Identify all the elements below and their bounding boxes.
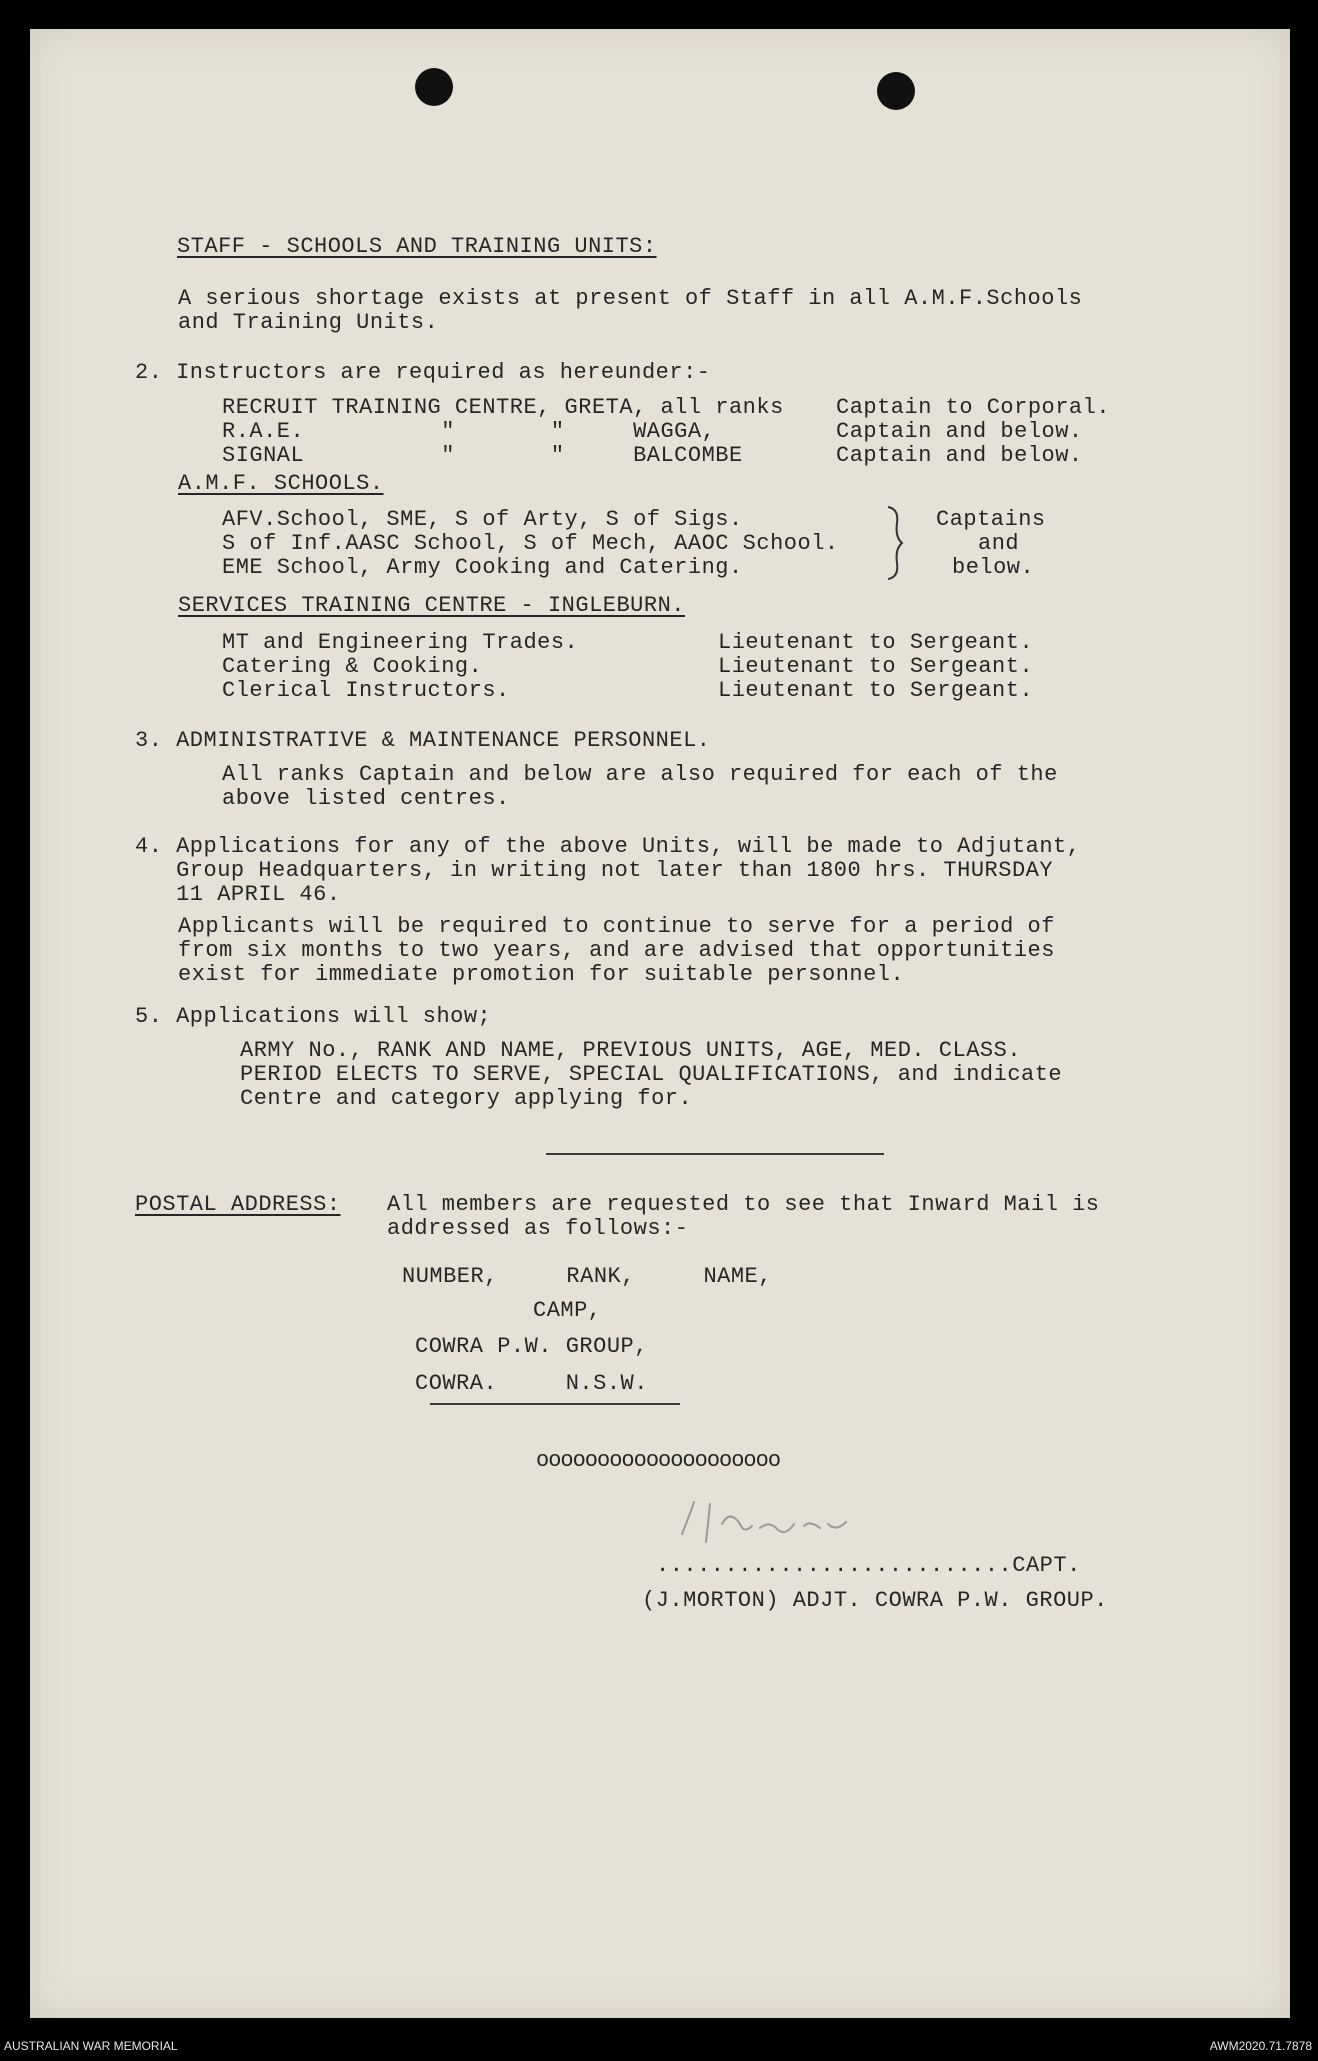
item4-line-2: Group Headquarters, in writing not later than 1800 hrs. THURSDAY [135, 858, 1054, 883]
signature-line: ..........................CAPT. [656, 1553, 1081, 1578]
rtc-row-1-rank: Captain to Corporal. [836, 395, 1111, 420]
rtc-row-3-rank: Captain and below. [836, 443, 1083, 468]
rtc-row-2-name: R.A.E. " " WAGGA, [222, 419, 716, 444]
address-line-4: COWRA. N.S.W. [415, 1371, 648, 1396]
punch-hole-right [877, 72, 915, 110]
stc-row-1-rank: Lieutenant to Sergeant. [718, 630, 1034, 655]
item5-line-3: Centre and category applying for. [240, 1086, 693, 1111]
item5-label: 5. Applications will show; [135, 1004, 492, 1029]
staff-heading: STAFF - SCHOOLS AND TRAINING UNITS: [177, 234, 657, 259]
rtc-row-2-rank: Captain and below. [836, 419, 1083, 444]
footer-source: AUSTRALIAN WAR MEMORIAL [4, 2039, 178, 2053]
item2-label: 2. Instructors are required as hereunder:- [135, 360, 711, 385]
amf-schools-rank-3: below. [952, 555, 1035, 580]
postal-line-2: addressed as follows:- [387, 1216, 689, 1241]
section-divider-rule [546, 1153, 884, 1155]
rtc-row-3-name: SIGNAL " " BALCOMBE [222, 443, 743, 468]
stc-row-3-rank: Lieutenant to Sergeant. [718, 678, 1034, 703]
rtc-row-1-name: RECRUIT TRAINING CENTRE, GRETA, all ranks [222, 395, 784, 420]
amf-schools-row-2: S of Inf.AASC School, S of Mech, AAOC School. [222, 531, 839, 556]
punch-hole-left [415, 68, 453, 106]
item3-line-1: All ranks Captain and below are also required for each of the [222, 762, 1058, 787]
postal-label: POSTAL ADDRESS: [135, 1192, 341, 1217]
amf-schools-rank-2: and [978, 531, 1020, 556]
item5-line-1: ARMY No., RANK AND NAME, PREVIOUS UNITS, AGE, MED. CLASS. [240, 1038, 1022, 1063]
stc-row-3-name: Clerical Instructors. [222, 678, 510, 703]
postal-line-1: All members are requested to see that Inward Mail is [387, 1192, 1100, 1217]
amf-schools-row-1: AFV.School, SME, S of Arty, S of Sigs. [222, 507, 743, 532]
address-line-1: NUMBER, RANK, NAME, [402, 1264, 772, 1289]
signatory: (J.MORTON) ADJT. COWRA P.W. GROUP. [642, 1588, 1108, 1613]
item4-line-3: 11 APRIL 46. [135, 882, 341, 907]
divider-circles: oooooooooooooooooooo [536, 1448, 781, 1473]
item3-line-2: above listed centres. [222, 786, 510, 811]
address-line-2: CAMP, [533, 1298, 602, 1323]
stc-row-2-name: Catering & Cooking. [222, 654, 483, 679]
item5-line-2: PERIOD ELECTS TO SERVE, SPECIAL QUALIFICATIONS, and indicate [240, 1062, 1063, 1087]
amf-schools-rank-1: Captains [936, 507, 1046, 532]
item4b-line-3: exist for immediate promotion for suitable personnel. [178, 962, 905, 987]
item3-label: 3. ADMINISTRATIVE & MAINTENANCE PERSONNEL. [135, 728, 711, 753]
stc-row-1-name: MT and Engineering Trades. [222, 630, 579, 655]
item4-line-1: 4. Applications for any of the above Units, will be made to Adjutant, [135, 834, 1081, 859]
item4b-line-2: from six months to two years, and are advised that opportunities [178, 938, 1055, 963]
handwritten-signature [670, 1484, 900, 1554]
footer-reference: AWM2020.71.7878 [1209, 2039, 1312, 2053]
address-underline [430, 1403, 680, 1405]
intro-line-1: A serious shortage exists at present of Staff in all A.M.F.Schools [178, 286, 1083, 311]
brace-icon [885, 505, 905, 581]
amf-schools-heading: A.M.F. SCHOOLS. [178, 471, 384, 496]
amf-schools-row-3: EME School, Army Cooking and Catering. [222, 555, 743, 580]
intro-line-2: and Training Units. [178, 310, 439, 335]
stc-row-2-rank: Lieutenant to Sergeant. [718, 654, 1034, 679]
stc-heading: SERVICES TRAINING CENTRE - INGLEBURN. [178, 593, 685, 618]
address-line-3: COWRA P.W. GROUP, [415, 1334, 648, 1359]
document-page [30, 29, 1290, 2018]
item4b-line-1: Applicants will be required to continue to serve for a period of [178, 914, 1055, 939]
